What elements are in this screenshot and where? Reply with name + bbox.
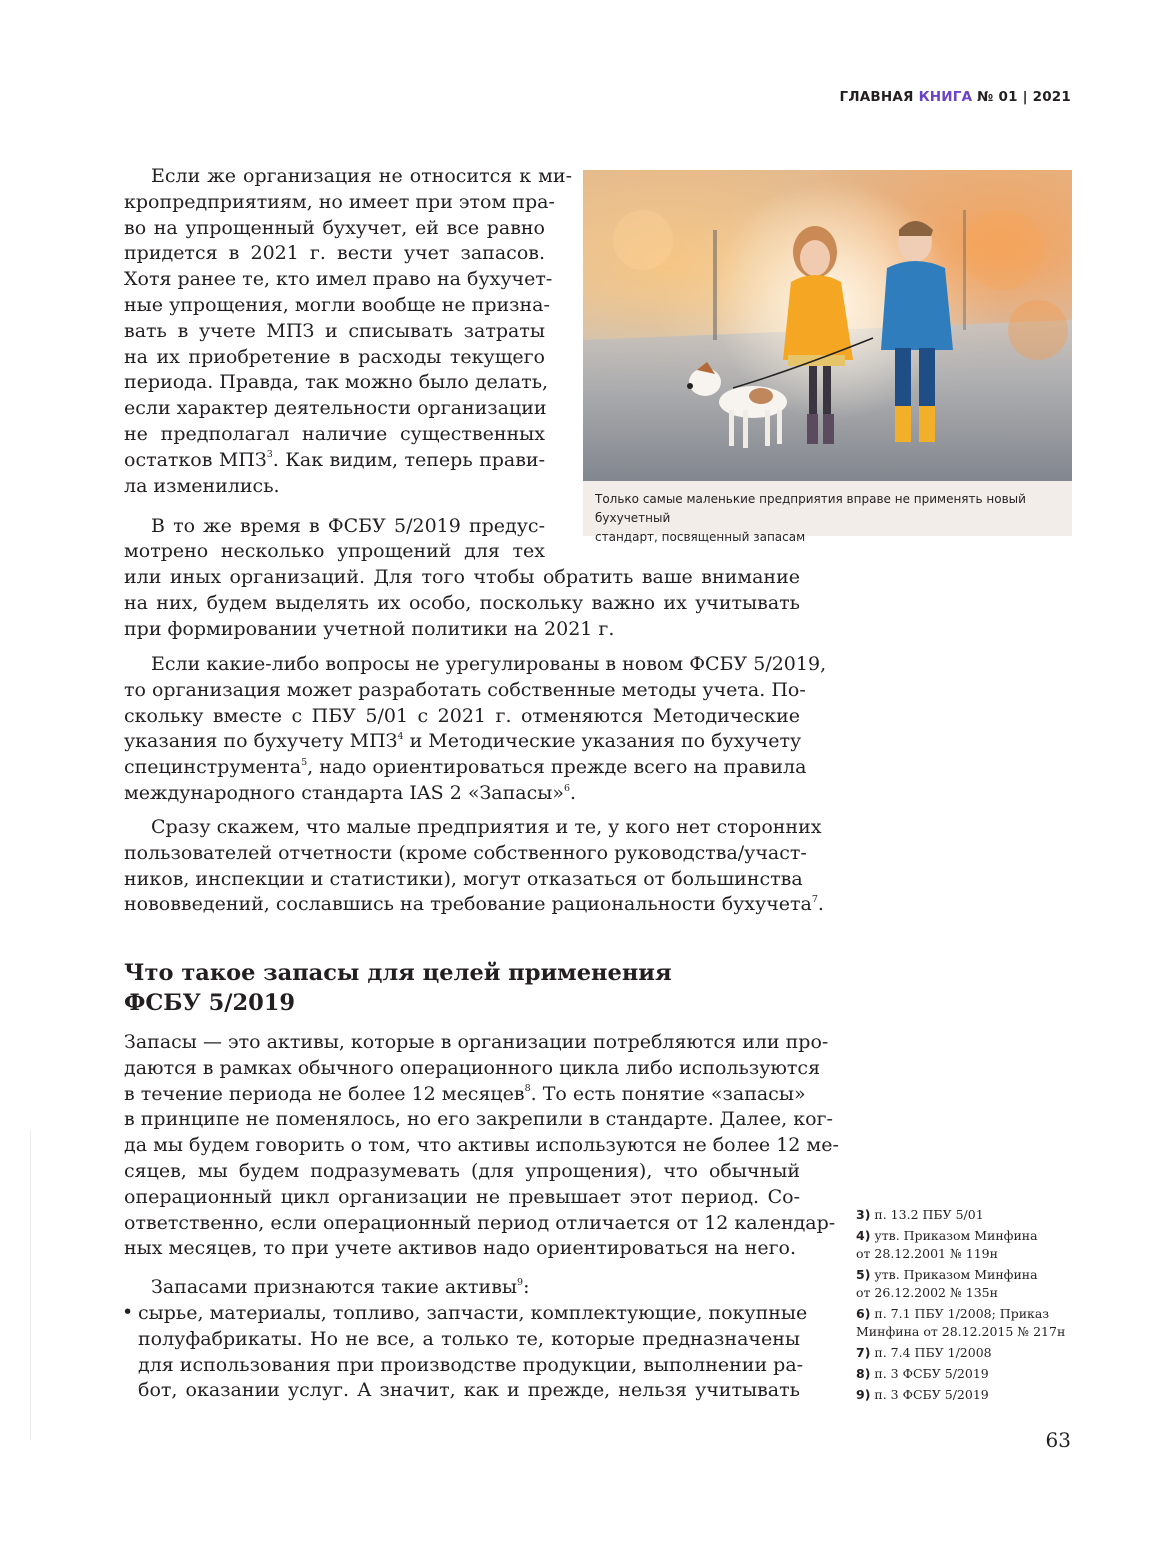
footnote: 4) утв. Приказом Минфина от 28.12.2001 № 119н <box>856 1228 1038 1261</box>
footnotes <box>856 1206 1076 1407</box>
photo-caption <box>595 490 1063 547</box>
text-line: Если какие-либо вопросы не урегулированы в новом ФСБУ 5/2019, <box>151 653 827 675</box>
issue-number: № 01 | 2021 <box>977 89 1071 105</box>
footnote-ref: 6 <box>564 782 571 794</box>
caption-line: Только самые маленькие предприятия вправе не применять новый бухучетный <box>595 492 1026 525</box>
photo-caption-box <box>583 481 1072 544</box>
photo-children-with-dog <box>583 170 1072 481</box>
text-line: В то же время в ФСБУ 5/2019 предус- <box>151 514 545 537</box>
heading-line: ФСБУ 5/2019 <box>124 990 296 1016</box>
text-line: сяцев, мы будем подразумевать (для упрощения), что обычный <box>124 1159 800 1182</box>
text-line: ответственно, если операционный период отличается от 12 календар- <box>124 1211 836 1234</box>
paragraph-4 <box>124 815 824 918</box>
footnote-ref: 5 <box>301 756 308 768</box>
text-line: Сразу скажем, что малые предприятия и те, у кого нет сторонних <box>151 816 822 838</box>
text-line: в течение периода не более 12 месяцев$^8$. То есть понятие «запасы» <box>124 1082 806 1105</box>
footnote: 3) п. 13.2 ПБУ 5/01 <box>856 1207 984 1222</box>
text-line: нововведений, сославшись на требование рациональности бухучета$^7$. <box>124 893 824 916</box>
paragraph-3 <box>124 652 827 807</box>
running-header <box>840 89 1071 105</box>
caption-line: стандарт, посвященный запасам <box>595 530 806 544</box>
text-line: скольку вместе с ПБУ 5/01 с 2021 г. отменяются Методические <box>124 704 800 727</box>
text-line: Хотя ранее те, кто имел право на бухучет- <box>124 268 553 291</box>
text-line: или иных организаций. Для того чтобы обратить ваше внимание <box>124 566 800 589</box>
text-line: периода. Правда, так можно было делать, <box>124 371 549 394</box>
text-line: мотрено несколько упрощений для тех <box>124 540 545 563</box>
bullet-list <box>122 1301 808 1404</box>
text-line: не предполагал наличие существенных <box>124 422 545 445</box>
footnote: 9) п. 3 ФСБУ 5/2019 <box>856 1387 989 1402</box>
text-line: даются в рамках обычного операционного цикла либо используются <box>124 1056 821 1079</box>
paragraph-6 <box>124 1275 800 1301</box>
text-line: остатков МПЗ$^3$. Как видим, теперь прави- <box>124 448 546 471</box>
text-line: специнструмента$^5$, надо ориентироваться прежде всего на правила <box>124 756 807 779</box>
text-line: ников, инспекции и статистики), могут отказаться от большинства <box>124 867 803 890</box>
text-line: на их приобретение в расходы текущего <box>124 345 545 368</box>
footnote-ref: 9 <box>517 1276 524 1288</box>
footnote: 6) п. 7.1 ПБУ 1/2008; Приказ Минфина от 28.12.2015 № 217н <box>856 1306 1066 1339</box>
footnote-ref: 8 <box>524 1083 531 1095</box>
footnote: 5) утв. Приказом Минфина от 26.12.2002 № 135н <box>856 1267 1038 1300</box>
text-line: в принципе не поменялось, но его закрепили в стандарте. Далее, ког- <box>124 1108 833 1131</box>
text-line: ные упрощения, могли вообще не призна- <box>124 293 550 316</box>
list-item-line: сырье, материалы, топливо, запчасти, комплектующие, покупные <box>138 1302 808 1324</box>
text-line: да мы будем говорить о том, что активы используются не более 12 ме- <box>124 1134 839 1157</box>
text-line: вать в учете МПЗ и списывать затраты <box>124 319 545 342</box>
list-item-line: бот, оказании услуг. А значит, как и прежде, нельзя учитывать <box>138 1379 800 1402</box>
text-line: во на упрощенный бухучет, ей все равно <box>124 216 545 239</box>
text-line: если характер деятельности организации <box>124 397 547 420</box>
footnote: 7) п. 7.4 ПБУ 1/2008 <box>856 1345 992 1360</box>
text-line: при формировании учетной политики на 2021 г. <box>124 617 615 640</box>
text-line: пользователей отчетности (кроме собственного руководства/участ- <box>124 841 807 864</box>
footnote-ref: 7 <box>811 894 818 906</box>
photo-illustration <box>583 170 1072 481</box>
text-line: международного стандарта IAS 2 «Запасы»$^6$. <box>124 781 577 804</box>
text-line: Запасы — это активы, которые в организации потребляются или про- <box>124 1031 829 1053</box>
brand-name: ГЛАВНАЯ <box>839 89 914 105</box>
text-line: то организация может разработать собственные методы учета. По- <box>124 678 806 701</box>
footnote-ref: 4 <box>397 731 404 743</box>
text-line: операционный цикл организации не превышает этот период. Со- <box>124 1185 800 1208</box>
section-heading <box>124 958 800 1018</box>
list-item-line: полуфабрикаты. Но не все, а только те, которые предназначены <box>138 1327 800 1350</box>
margin-rule <box>30 1130 31 1440</box>
paragraph-5 <box>124 1030 839 1262</box>
list-item-line: для использования при производстве продукции, выполнении ра- <box>138 1353 804 1376</box>
text-line: на них, будем выделять их особо, поскольку важно их учитывать <box>124 591 800 614</box>
text-line: кропредприятиям, но имеет при этом пра- <box>124 190 555 213</box>
page-number: 63 <box>1045 1428 1071 1452</box>
text-line: ных месяцев, то при учете активов надо ориентироваться на него. <box>124 1237 797 1260</box>
brand-name-accent: КНИГА <box>918 89 973 105</box>
text-line: Запасами признаются такие активы$^9$: <box>151 1276 530 1298</box>
text-line: ла изменились. <box>124 474 280 497</box>
footnote-ref: 3 <box>266 449 273 461</box>
footnote: 8) п. 3 ФСБУ 5/2019 <box>856 1366 989 1381</box>
bullet-marker: • <box>122 1301 134 1323</box>
text-line: указания по бухучету МПЗ$^4$ и Методические указания по бухучету <box>124 730 802 753</box>
text-line: придется в 2021 г. вести учет запасов. <box>124 242 545 265</box>
heading-line: Что такое запасы для целей применения <box>124 960 672 986</box>
text-line: Если же организация не относится к ми- <box>151 165 572 187</box>
